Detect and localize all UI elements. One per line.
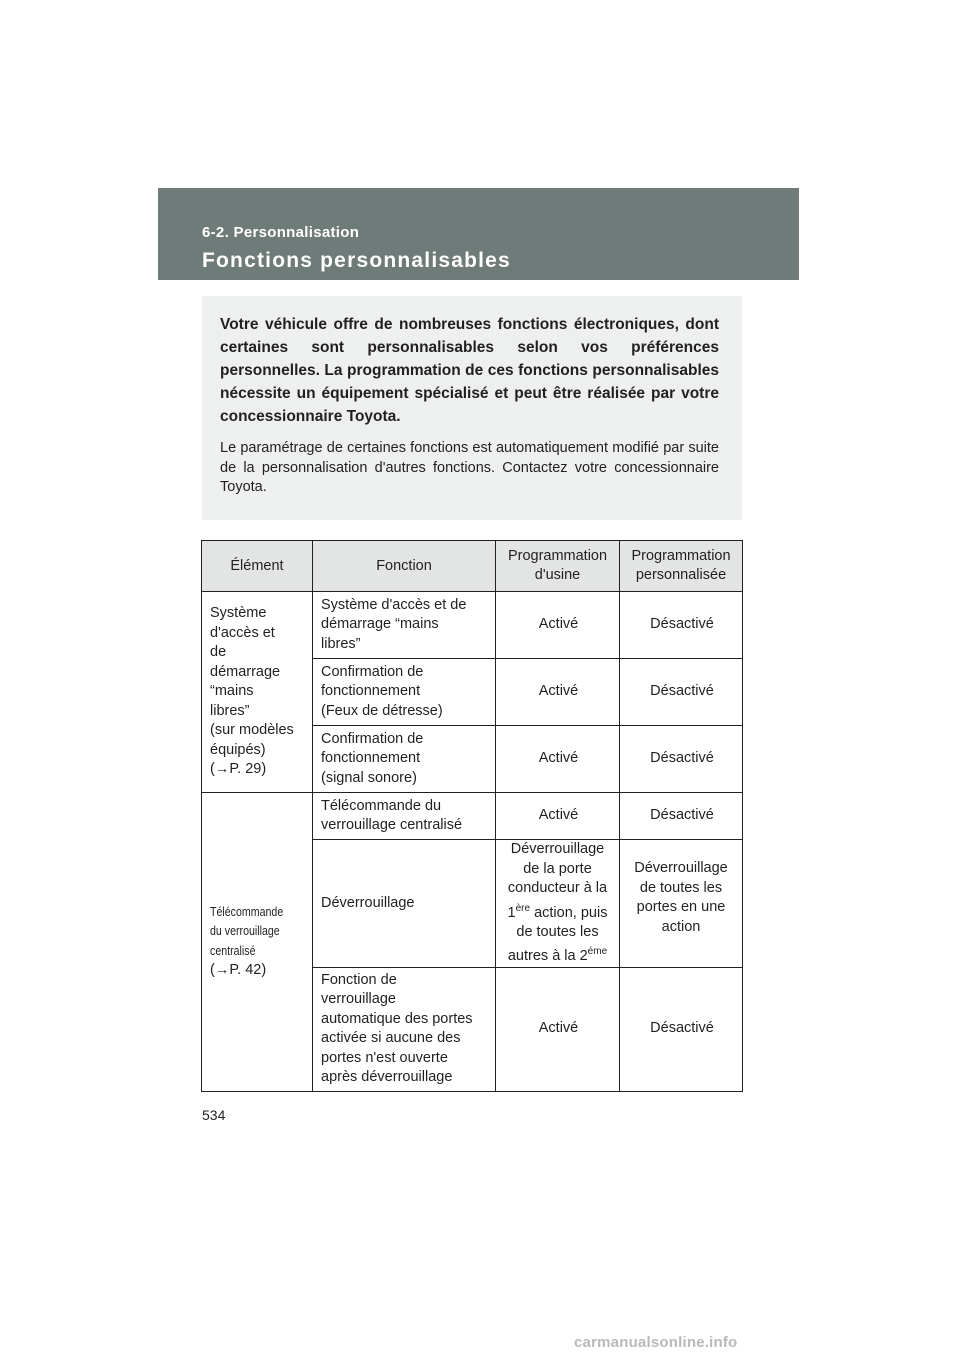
header-custom-setting: Programmation personnalisée — [620, 541, 743, 592]
watermark: carmanualsonline.info — [574, 1334, 738, 1351]
custom-setting-cell: Désactivé — [620, 659, 743, 726]
intro-bold-paragraph: Votre véhicule offre de nombreuses fonctions électroniques, dont certaines sont personnalisables selon vos préférences personnelles. La programmation de ces fonctions personnalisables nécessite un équipement spécialisé et peut être réalisée par votre concessionnaire Toyota. — [220, 316, 719, 425]
factory-setting-cell: Déverrouillage de la porte conducteur à la 1ère action, puis de toutes les autres à la $2^{éme}$ — [496, 840, 620, 968]
custom-setting-cell: Désactivé — [620, 967, 743, 1091]
section-label: 6-2. Personnalisation — [202, 224, 360, 241]
factory-setting-cell: Activé — [496, 659, 620, 726]
factory-setting-cell: Activé — [496, 592, 620, 659]
custom-setting-cell: Désactivé — [620, 726, 743, 793]
custom-setting-cell: Déverrouillage de toutes les portes en une action — [620, 840, 743, 968]
function-cell: Confirmation de fonctionnement (signal sonore) — [313, 726, 496, 793]
customizable-features-table — [201, 540, 743, 1092]
function-cell: Déverrouillage — [313, 840, 496, 968]
header-factory-setting: Programmation d'usine — [496, 541, 620, 592]
page-reference: (→P. 42) — [210, 962, 267, 979]
element-cell-remote-lock: Télécommande du verrouillage centralisé (→P. 42) — [202, 793, 313, 1092]
function-cell: Confirmation de fonctionnement (Feux de détresse) — [313, 659, 496, 726]
custom-setting-cell: Désactivé — [620, 592, 743, 659]
function-cell: Système d'accès et de démarrage “mains libres” — [313, 592, 496, 659]
factory-setting-cell: Activé — [496, 967, 620, 1091]
factory-setting-cell: Activé — [496, 793, 620, 840]
page-title: Fonctions personnalisables — [202, 249, 511, 272]
intro-box — [202, 296, 742, 520]
factory-setting-cell: Activé — [496, 726, 620, 793]
page-reference: (→P. 29) — [210, 761, 267, 778]
custom-setting-cell: Désactivé — [620, 793, 743, 840]
function-cell: Télécommande du verrouillage centralisé — [313, 793, 496, 840]
table-header-row — [202, 541, 743, 592]
function-cell: Fonction de verrouillage automatique des portes activée si aucune des portes n'est ouverte après déverrouillage — [313, 967, 496, 1091]
intro-normal-paragraph: Le paramétrage de certaines fonctions est automatiquement modifié par suite de la personnalisation d'autres fonctions. Contactez votre concessionnaire Toyota. — [220, 440, 719, 495]
page-number: 534 — [202, 1107, 226, 1123]
header-fonction: Fonction — [313, 541, 496, 592]
header-element: Élément — [202, 541, 313, 592]
table-row — [202, 793, 743, 840]
section-header-band — [158, 188, 799, 280]
element-cell-smart-entry: Système d'accès et de démarrage “mains libres” (sur modèles équipés) (→P. 29) — [202, 592, 313, 793]
table-row — [202, 592, 743, 659]
